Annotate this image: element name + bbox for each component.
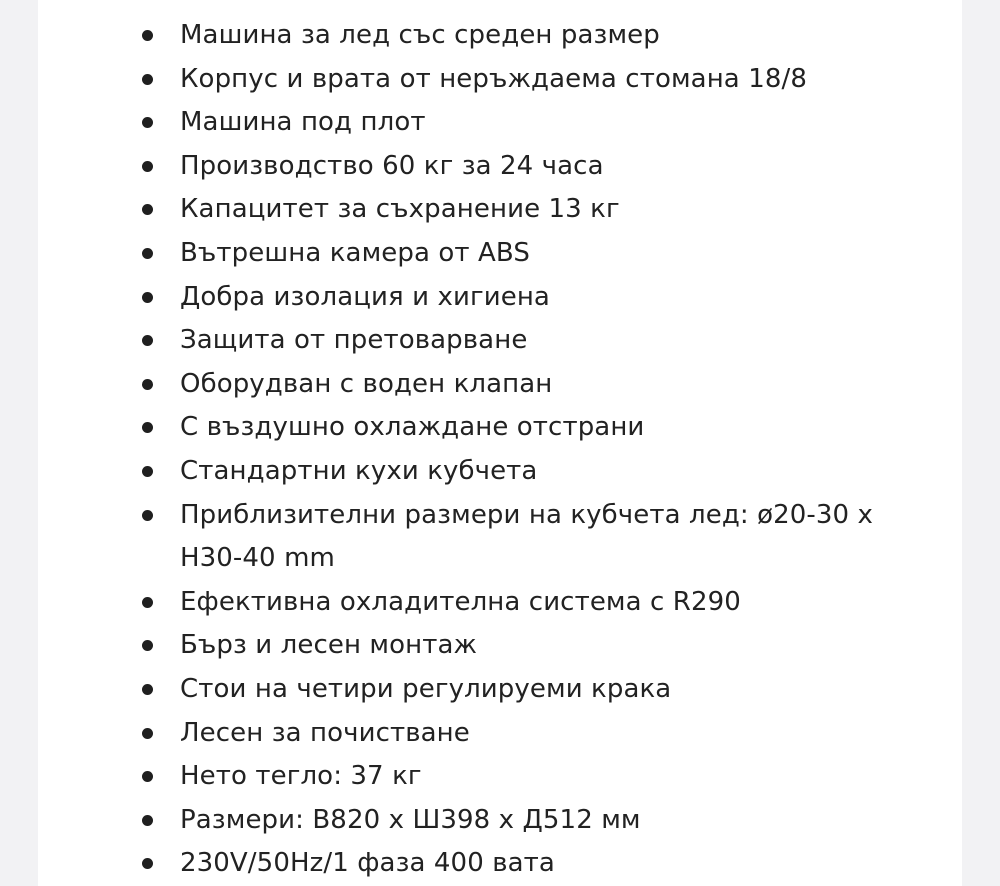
bullet-icon [142, 422, 153, 433]
list-item [142, 581, 942, 625]
list-item-text: Размери: В820 x Ш398 x Д512 мм [180, 804, 641, 835]
list-item [142, 363, 942, 407]
list-item-text: Защита от претоварване [180, 325, 528, 356]
list-item-text: Производство 60 кг за 24 часа [180, 150, 604, 181]
list-item-text: Лесен за почистване [180, 717, 470, 748]
bullet-icon [142, 771, 153, 782]
bullet-icon [142, 379, 153, 390]
list-item [142, 232, 942, 276]
list-item-text: 230V/50Hz/1 фаза 400 вата [180, 848, 555, 879]
bullet-icon [142, 858, 153, 869]
bullet-icon [142, 510, 153, 521]
list-item [142, 842, 942, 886]
list-item [142, 406, 942, 450]
list-item-text: Нето тегло: 37 кг [180, 761, 422, 792]
list-item-text: Оборудван с воден клапан [180, 368, 553, 399]
list-item-text: Капацитет за съхранение 13 кг [180, 194, 620, 225]
list-item [142, 58, 942, 102]
list-item [142, 799, 942, 843]
list-item-text: Добра изолация и хигиена [180, 281, 550, 312]
bullet-icon [142, 684, 153, 695]
bullet-icon [142, 597, 153, 608]
bullet-icon [142, 161, 153, 172]
bullet-icon [142, 117, 153, 128]
bullet-icon [142, 335, 153, 346]
list-item [142, 755, 942, 799]
bullet-icon [142, 204, 153, 215]
bullet-icon [142, 74, 153, 85]
bullet-icon [142, 30, 153, 41]
list-item-text: Корпус и врата от неръждаема стомана 18/8 [180, 63, 807, 94]
list-item [142, 14, 942, 58]
list-item [142, 101, 942, 145]
list-item [142, 276, 942, 320]
list-item-text: Приблизителни размери на кубчета лед: ø20-30 x H30-40 mm [180, 499, 874, 574]
bullet-icon [142, 640, 153, 651]
bullet-icon [142, 248, 153, 259]
list-item [142, 712, 942, 756]
bullet-icon [142, 292, 153, 303]
list-item-text: Стандартни кухи кубчета [180, 455, 538, 486]
list-item-text: Машина за лед със среден размер [180, 20, 660, 50]
list-item-text: Вътрешна камера от ABS [180, 237, 530, 268]
list-item-text: С въздушно охлаждане отстрани [180, 412, 645, 443]
list-item-text: Бърз и лесен монтаж [180, 630, 478, 661]
feature-list [142, 14, 942, 886]
list-item [142, 668, 942, 712]
list-item [142, 319, 942, 363]
list-item-text: Машина под плот [180, 107, 426, 138]
list-item-text: Ефективна охладителна система с R290 [180, 586, 741, 617]
bullet-icon [142, 466, 153, 477]
list-item [142, 624, 942, 668]
bullet-icon [142, 728, 153, 739]
list-item [142, 450, 942, 494]
list-item [142, 145, 942, 189]
list-item-text: Стои на четири регулируеми крака [180, 673, 672, 704]
bullet-icon [142, 815, 153, 826]
list-item [142, 494, 942, 581]
list-item [142, 188, 942, 232]
